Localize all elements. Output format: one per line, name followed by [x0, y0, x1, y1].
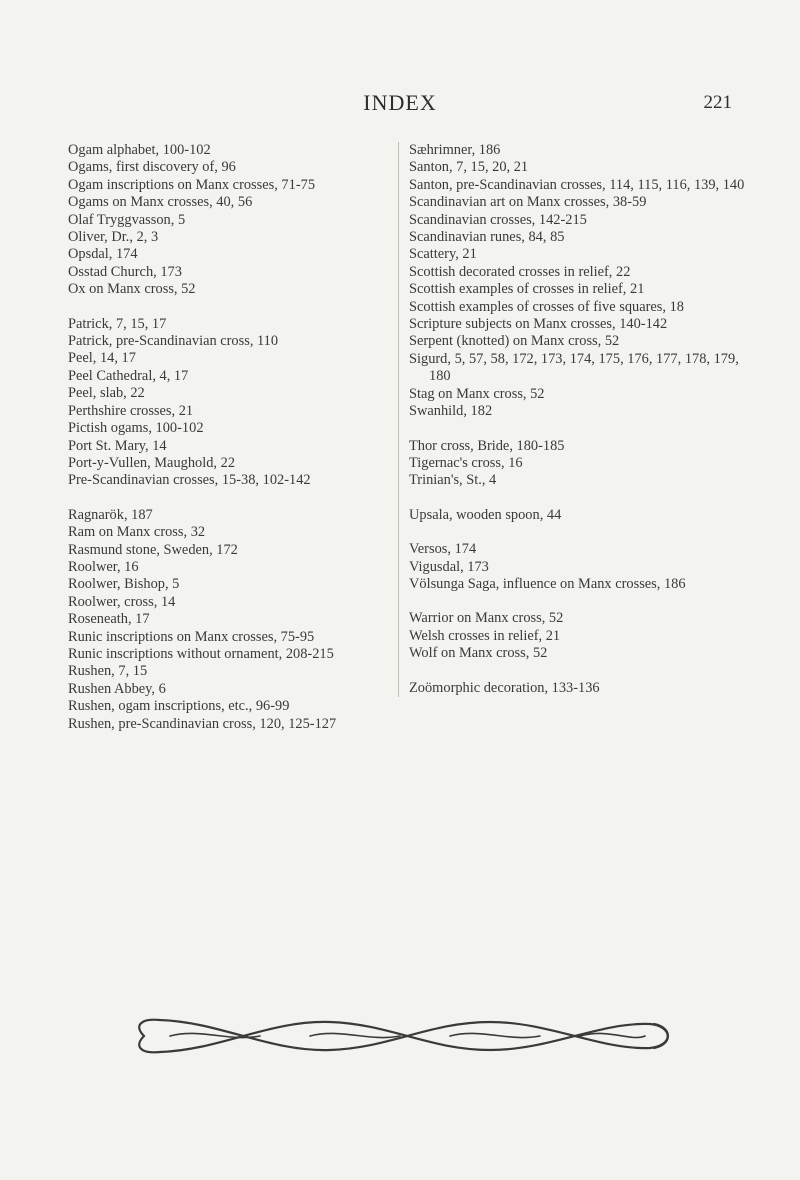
index-entry: Welsh crosses in relief, 21: [409, 627, 561, 644]
index-entry: Peel Cathedral, 4, 17: [68, 367, 189, 384]
index-entry: Roolwer, cross, 14: [68, 593, 176, 610]
index-entry: Versos, 174: [409, 541, 477, 558]
index-entry: Rasmund stone, Sweden, 172: [68, 541, 238, 558]
page-title: INDEX: [363, 90, 437, 115]
index-entry: Roseneath, 17: [68, 611, 150, 628]
group-gap: [409, 490, 751, 507]
index-entry: Sigurd, 5, 57, 58, 172, 173, 174, 175, 176, 177, 178, 179, 180: [409, 350, 739, 385]
index-entry: Pre-Scandinavian crosses, 15-38, 102-142: [68, 472, 311, 489]
group-gap: [68, 299, 388, 316]
interlace-knot-band-icon: [130, 1012, 675, 1060]
index-entry: Zoömorphic decoration, 133-136: [409, 679, 600, 696]
index-entry: Ogam inscriptions on Manx crosses, 71-75: [68, 176, 316, 193]
index-entry: Vigusdal, 173: [409, 558, 489, 575]
index-entry: Ogams, first discovery of, 96: [68, 159, 236, 176]
index-entry: Ogams on Manx crosses, 40, 56: [68, 194, 253, 211]
index-entry: Scottish examples of crosses of five squares, 18: [409, 298, 684, 315]
index-entry: Trinian's, St., 4: [409, 472, 497, 489]
index-entry: Thor cross, Bride, 180-185: [409, 437, 565, 454]
index-entry: Scripture subjects on Manx crosses, 140-142: [409, 316, 668, 333]
index-entry: Pictish ogams, 100-102: [68, 420, 204, 437]
index-entry: Port-y-Vullen, Maughold, 22: [68, 454, 236, 471]
index-entry: Sæhrimner, 186: [409, 142, 501, 158]
index-entry: Scottish decorated crosses in relief, 22: [409, 263, 631, 280]
index-entry: Santon, pre-Scandinavian crosses, 114, 115, 116, 139, 140: [409, 176, 745, 193]
index-entry: Scandinavian runes, 84, 85: [409, 229, 565, 246]
index-entry: Rushen, 7, 15: [68, 663, 148, 680]
group-gap: [409, 663, 751, 680]
index-entry: Oliver, Dr., 2, 3: [68, 229, 159, 246]
index-entry: Rushen Abbey, 6: [68, 680, 166, 697]
index-entry: Santon, 7, 15, 20, 21: [409, 159, 529, 176]
index-entry: Patrick, 7, 15, 17: [68, 315, 167, 332]
index-entry: Wolf on Manx cross, 52: [409, 645, 548, 662]
index-column-right: [398, 142, 751, 697]
index-entry: Scattery, 21: [409, 246, 477, 263]
index-entry: Stag on Manx cross, 52: [409, 385, 545, 402]
index-entry: Peel, slab, 22: [68, 385, 145, 402]
index-entry: Swanhild, 182: [409, 403, 493, 420]
group-gap: [409, 593, 751, 610]
index-entry: Upsala, wooden spoon, 44: [409, 506, 562, 523]
index-entry: Warrior on Manx cross, 52: [409, 610, 564, 627]
index-entry: Scandinavian art on Manx crosses, 38-59: [409, 194, 647, 211]
index-entry: Scottish examples of crosses in relief, 21: [409, 281, 645, 298]
index-entry: Osstad Church, 173: [68, 263, 182, 280]
index-entry: Olaf Tryggvasson, 5: [68, 211, 186, 228]
index-entry: Peel, 14, 17: [68, 350, 136, 367]
group-gap: [68, 490, 388, 507]
index-entry: Rushen, ogam inscriptions, etc., 96-99: [68, 698, 290, 715]
index-entry: Perthshire crosses, 21: [68, 402, 194, 419]
index-entry: Ram on Manx cross, 32: [68, 524, 206, 541]
index-entry: Ragnarök, 187: [68, 506, 153, 523]
index-column-left: [68, 142, 388, 733]
index-entry: Opsdal, 174: [68, 246, 138, 263]
index-entry: Scandinavian crosses, 142-215: [409, 211, 587, 228]
index-entry: Ogam alphabet, 100-102: [68, 142, 211, 158]
index-entry: Ox on Manx cross, 52: [68, 281, 196, 298]
page-header: [68, 90, 732, 126]
index-entry: Rushen, pre-Scandinavian cross, 120, 125-127: [68, 715, 337, 732]
index-entry: Völsunga Saga, influence on Manx crosses, 186: [409, 575, 686, 592]
index-entry: Port St. Mary, 14: [68, 437, 167, 454]
index-entry: Patrick, pre-Scandinavian cross, 110: [68, 333, 279, 350]
group-gap: [409, 524, 751, 541]
page-number: 221: [703, 92, 732, 113]
index-entry: Runic inscriptions on Manx crosses, 75-95: [68, 628, 315, 645]
group-gap: [409, 421, 751, 438]
index-entry: Runic inscriptions without ornament, 208-215: [68, 645, 334, 662]
index-entry: Roolwer, 16: [68, 558, 139, 575]
index-entry: Serpent (knotted) on Manx cross, 52: [409, 333, 620, 350]
index-entry: Tigernac's cross, 16: [409, 454, 523, 471]
index-entry: Roolwer, Bishop, 5: [68, 576, 180, 593]
